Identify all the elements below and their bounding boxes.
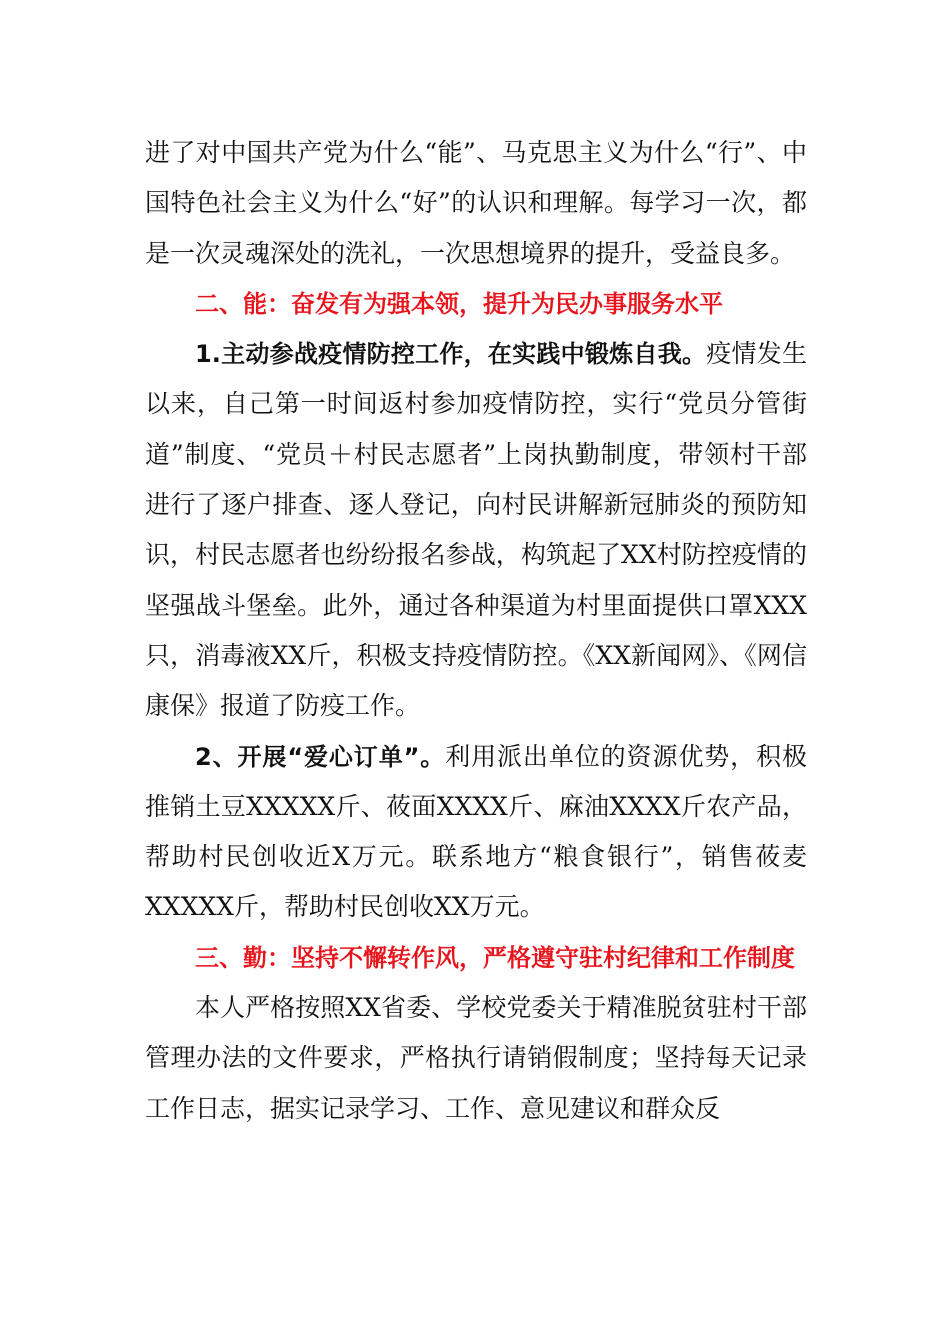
item-2-body: 利用派出单位的资源优势，积极推销土豆XXXXX斤、莜面XXXX斤、麻油XXXX斤农产品，帮助村民创收近X万元。联系地方“粮食银行”，销售莜麦XXXXX斤，帮助村民创收XX万元。 bbox=[145, 741, 807, 922]
paragraph-section-3: 本人严格按照XX省委、学校党委关于精准脱贫驻村干部管理办法的文件要求，严格执行请销假制度；坚持每天记录工作日志，据实记录学习、工作、意见建议和群众反 bbox=[145, 993, 807, 1123]
section-heading-3: 三、勤：坚持不懈转作风，严格遵守驻村纪律和工作制度 bbox=[195, 943, 795, 972]
item-1-body: 疫情发生以来，自己第一时间返村参加疫情防控，实行“党员分管街道”制度、“党员＋村民志愿者”上岗执勤制度，带领村干部进行了逐户排查、逐人登记，向村民讲解新冠肺炎的预防知识，村民志愿者也纷纷报名参战，构筑起了XX村防控疫情的坚强战斗堡垒。此外，通过各种渠道为村里面提供口罩XXX只，消毒液XX斤，积极支持疫情防控。《XX新闻网》、《网信康保》报道了防疫工作。 bbox=[145, 339, 807, 721]
document-body bbox=[145, 128, 807, 1134]
paragraph-item-1 bbox=[145, 329, 807, 731]
item-1-lead: 1.主动参战疫情防控工作，在实践中锻炼自我。 bbox=[195, 340, 707, 369]
section-heading-2: 二、能：奋发有为强本领，提升为民办事服务水平 bbox=[195, 289, 723, 318]
paragraph-item-2 bbox=[145, 732, 807, 933]
paragraph-continued: 进了对中国共产党为什么“能”、马克思主义为什么“行”、中国特色社会主义为什么“好”的认识和理解。每学习一次，都是一次灵魂深处的洗礼，一次思想境界的提升，受益良多。 bbox=[145, 138, 807, 268]
item-2-lead: 2、开展“爱心订单”。 bbox=[195, 742, 446, 771]
